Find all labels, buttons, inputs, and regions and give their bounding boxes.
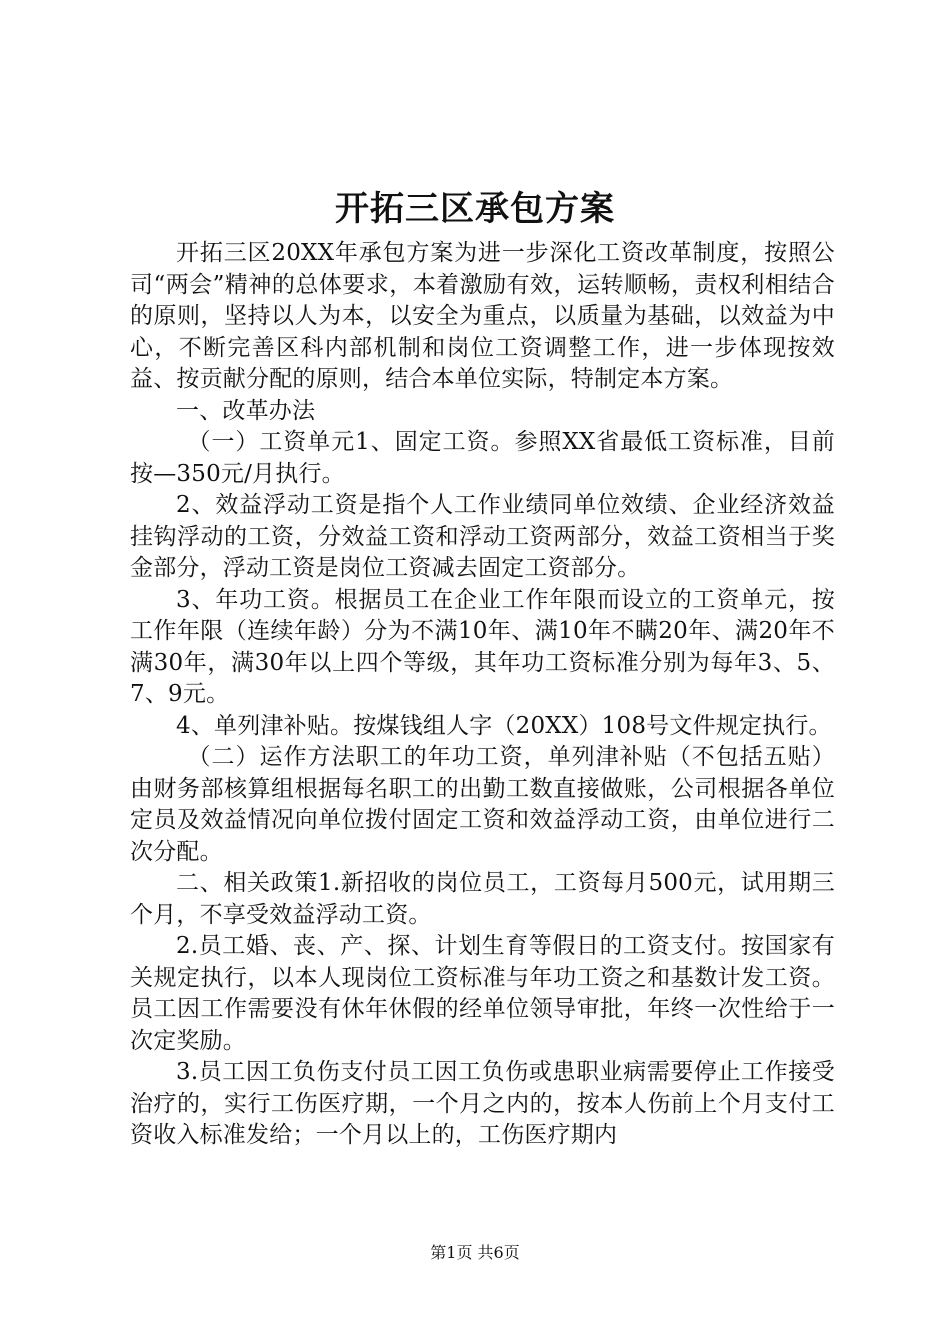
- paragraph-related-policy: 二、相关政策1.新招收的岗位员工，工资每月500元，试用期三个月，不享受效益浮动工资。: [130, 870, 835, 928]
- document-body: [130, 238, 835, 1152]
- paragraph-intro: 开拓三区20XX年承包方案为进一步深化工资改革制度，按照公司“两会”精神的总体要求，本着激励有效，运转顺畅，责权利相结合的原则，坚持以人为本，以安全为重点，以质量为基础，以效益为中心，不断完善区科内部机制和岗位工资调整工作，进一步体现按效益、按贡献分配的原则，结合本单位实际，特制定本方案。: [130, 240, 835, 392]
- paragraph-allowance: 4、单列津补贴。按煤钱组人字（20XX）108号文件规定执行。: [176, 712, 832, 739]
- paragraph-floating-wage: 2、效益浮动工资是指个人工作业绩同单位效绩、企业经济效益挂钩浮动的工资，分效益工资和浮动工资两部分，效益工资相当于奖金部分，浮动工资是岗位工资减去固定工资部分。: [130, 492, 835, 581]
- document-title: 开拓三区承包方案: [335, 189, 615, 229]
- paragraph-operation-method: （二）运作方法职工的年功工资，单列津补贴（不包括五贴）由财务部核算组根据每名职工的出勤工数直接做账，公司根据各单位定员及效益情况向单位拨付固定工资和效益浮动工资，由单位进行二次分配。: [130, 744, 835, 865]
- paragraph-fixed-wage: （一）工资单元1、固定工资。参照XX省最低工资标准，目前按—350元/月执行。: [130, 429, 835, 487]
- page-footer: 第1页 共6页: [430, 1243, 520, 1262]
- paragraph-holiday-pay: 2.员工婚、丧、产、探、计划生育等假日的工资支付。按国家有关规定执行，以本人现岗位工资标准与年功工资之和基数计发工资。员工因工作需要没有休年休假的经单位领导审批，年终一次性给于一次定奖励。: [130, 933, 835, 1054]
- paragraph-injury-pay: 3.员工因工负伤支付员工因工负伤或患职业病需要停止工作接受治疗的，实行工伤医疗期，一个月之内的，按本人伤前上个月支付工资收入标准发给；一个月以上的，工伤医疗期内: [130, 1059, 835, 1148]
- section-heading-reform: 一、改革办法: [176, 397, 316, 424]
- paragraph-seniority-wage: 3、年功工资。根据员工在企业工作年限而设立的工资单元，按工作年限（连续年龄）分为不满10年、满10年不瞒20年、满20年不满30年，满30年以上四个等级，其年功工资标准分别为每年3、5、7、9元。: [130, 586, 835, 707]
